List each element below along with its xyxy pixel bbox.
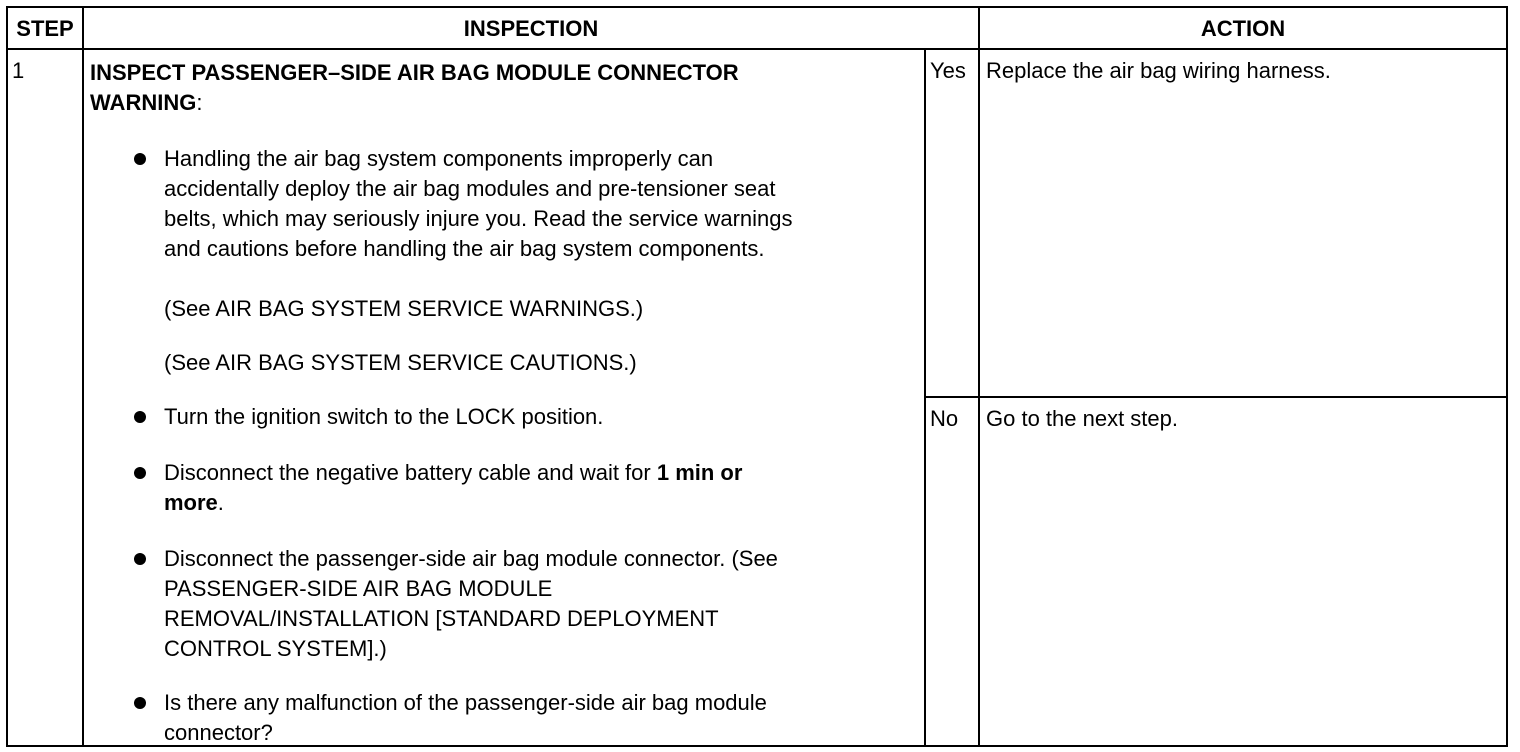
warning-colon: : [196, 90, 203, 115]
see-warnings-reference: (See AIR BAG SYSTEM SERVICE WARNINGS.) [164, 296, 644, 321]
bullet3-text: Disconnect the negative battery cable and wait for [164, 460, 657, 485]
bullet3-bold-time: 1 min or [656, 460, 743, 485]
answer-no-label: No [930, 406, 959, 431]
bullet4-line: Disconnect the passenger-side air bag module connector. (See [164, 546, 778, 571]
header-inspection: INSPECTION [463, 16, 599, 41]
bullet-icon [134, 553, 146, 565]
bullet5-line: Is there any malfunction of the passenger-side air bag module [164, 690, 767, 715]
inspection-table [6, 6, 1508, 747]
inspection-cell [84, 50, 924, 745]
bullet-icon [134, 467, 146, 479]
bullet-icon [134, 411, 146, 423]
bullet3-end: . [217, 490, 224, 515]
header-step: STEP [16, 16, 74, 41]
column-divider-action [978, 8, 980, 745]
action-yes: Replace the air bag wiring harness. [986, 58, 1331, 83]
bullet5-line: connector? [164, 720, 273, 745]
see-cautions-reference: (See AIR BAG SYSTEM SERVICE CAUTIONS.) [164, 350, 637, 375]
header-action: ACTION [1200, 16, 1286, 41]
bullet-icon [134, 153, 146, 165]
yes-no-divider [924, 396, 1506, 398]
inspection-title-line1: INSPECT PASSENGER–SIDE AIR BAG MODULE CONNECTOR [90, 60, 739, 85]
bullet4-line: CONTROL SYSTEM].) [164, 636, 387, 661]
answer-yes-label: Yes [930, 58, 966, 83]
bullet1-line: accidentally deploy the air bag modules and pre-tensioner seat [164, 176, 776, 201]
bullet3-bold-more: more [164, 490, 218, 515]
bullet4-line: REMOVAL/INSTALLATION [STANDARD DEPLOYMENT [164, 606, 719, 631]
warning-label: WARNING [90, 90, 197, 115]
bullet4-line: PASSENGER-SIDE AIR BAG MODULE [164, 576, 553, 601]
step-number: 1 [12, 58, 25, 83]
bullet1-line: Handling the air bag system components improperly can [164, 146, 714, 171]
bullet-icon [134, 697, 146, 709]
action-no: Go to the next step. [986, 406, 1179, 431]
bullet1-line: and cautions before handling the air bag system components. [164, 236, 765, 261]
inspection-title [90, 58, 910, 118]
bullet2-text: Turn the ignition switch to the LOCK position. [164, 404, 604, 429]
bullet1-line: belts, which may seriously injure you. Read the service warnings [164, 206, 793, 231]
